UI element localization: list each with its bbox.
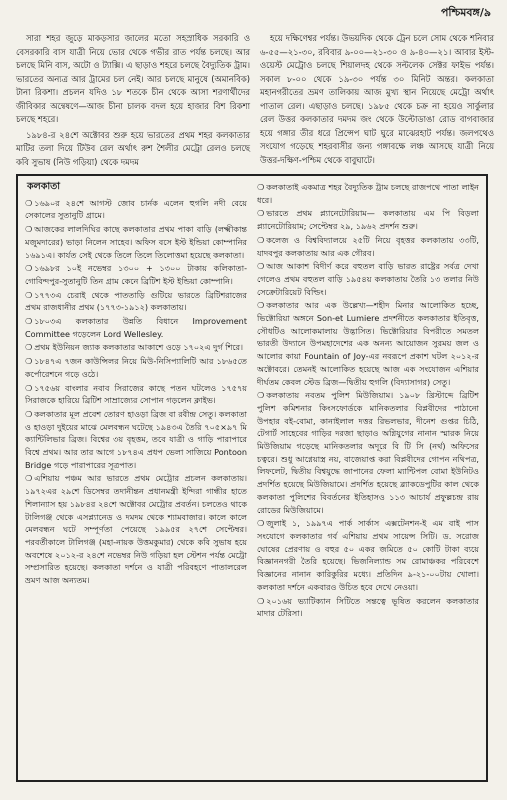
paragraph: হয়ে দক্ষিণেশ্বর পর্যন্ত। উভয়দিক থেকে ট্রেন চলে সোম থেকে শনিবার ৬-৫৫—২১-৩০, রবিবার ৯-০০—২১-৩০ ও ৯-৪০—২১। আবার ইস্ট-ওয়েস্ট মেট্রোও চলছে শিয়ালদহ থেকে সল্টলেক সেক্টর ফাইভ পর্যন্ত। সকাল ৮-০০ থেকে ১৯-৩০ পর্যন্ত ৩০ মিনিট অন্তর। কলকাতা মহানগরীতের ভ্রমণ তালিকায় আজ মুখ্য স্থান নিয়েছে মেট্রো অর্থাৎ পাতাল রেল। এছাড়াও চলছে। ১৯৮৫ থেকে চক্র না হয়েও সার্কুলার রেল উত্তর কলকাতার দমদম জং থেকে উল্টোডাঙা রোড বাগবাজার হয়ে গঙ্গার তীর ধরে প্রিন্সেপ ঘাট ঘুরে মাঝেরহাট পর্যন্ত। জলপথেও সংযোগ গড়েছে শহরবাসীর জন্য গঙ্গাবক্ষে লঞ্চ আসছে যাত্রী নিয়ে উত্তর-দক্ষিণ-পশ্চিম থেকে বাবুঘাটে। bbox=[260, 33, 494, 165]
fact-entry bbox=[257, 299, 479, 388]
intro-right-column bbox=[260, 32, 494, 168]
bullet-icon: ❍ bbox=[257, 234, 265, 245]
paragraph: ১৯৮৪-র ২৪শে অক্টোবর শুরু হয়ে ভারতের প্রথম শহর কলকাতার মাটির তলা দিয়ে টিউব রেল অর্থাৎ রুশ শৈলীর মেট্রো রেলও চলছে কবি সুভাষ (নিউ গড়িয়া) থেকে দমদম bbox=[16, 129, 250, 167]
fact-entry bbox=[25, 472, 247, 586]
bullet-icon: ❍ bbox=[25, 316, 33, 327]
fact-entry bbox=[257, 260, 479, 298]
intro-columns bbox=[16, 32, 494, 168]
fact-entry bbox=[25, 341, 247, 354]
fact-entry bbox=[257, 389, 479, 516]
fact-text: কলকাতার আর এক উল্লেখ্য—শহীদ মিনার আলোকিত হচ্ছে, ভিক্টোরিয়া অঙ্গনে Son-et Lumiere প্রদর্শনীতে কলকাতার ইতিবৃত্ত, সৌধটিও আলোকমালায় উদ্ভাসিত। ভিক্টোরিয়ার বিপরীতে সমতল ভারতী উদ্যানে উপমহাদেশের এক অনন্য আয়োজন সুরময় জল ও আলোর কায়া Fountain of Joy-এর নবরূপে প্রকাশ ঘটল ২০১২-র অক্টোবরে। তেমনই আলোকিত হয়েছে আজ এক সংযোজন এশিয়ার দীর্ঘতম কেবল স্টেড ব্রিজ—দ্বিতীয় হুগলি (বিদ্যাসাগর) সেতু। bbox=[257, 300, 479, 387]
bullet-icon: ❍ bbox=[25, 263, 33, 274]
fact-entry bbox=[25, 262, 247, 287]
bullet-icon: ❍ bbox=[257, 595, 265, 606]
fact-text: আজকের লালদিঘির কাছে কলকাতার প্রথম পাকা বাড়ি (লক্ষ্মীকান্ত মজুমদারের) ভাড়া নিলেন সাহেব। অফিস বসে ইস্ট ইন্ডিয়া কোম্পানির ১৬৯১এ। কার্যত সেই থেকে তিলে তিলে তিলোত্তমা হয়েছে কলকাতা। bbox=[25, 224, 247, 260]
fact-text: ভারতে প্রথম প্ল্যানেটোরিয়াম— কলকাতায় এম পি বিড়লা প্ল্যানেটোরিয়াম; সেপ্টেম্বর ২৯, ১৯৬২ প্রদর্শন শুরু। bbox=[257, 208, 479, 232]
bullet-icon: ❍ bbox=[257, 300, 265, 311]
fact-entry bbox=[257, 517, 479, 593]
bullet-icon: ❍ bbox=[25, 197, 33, 208]
box-left-column bbox=[25, 181, 247, 775]
fact-entry bbox=[25, 382, 247, 407]
fact-text: ১৬৯০র ২৪শে আগস্ট জোব চার্নক এলেন হুগলি নদী বেয়ে সেকালের সুতানুটি গ্রামে। bbox=[25, 197, 247, 221]
fact-entry bbox=[257, 207, 479, 232]
fact-entry bbox=[25, 355, 247, 380]
fact-text: জুলাই ১, ১৯৯৭এ পার্ক সার্কাস এক্সটেনশন-ই এম বাই পাস সংযোগে কলকাতার গর্ব এশিয়ায় প্রথম সায়েন্স সিটি। ড. সরোজ ঘোষের প্রেরণায় ও বহুর ৫০ একর জমিতে ৫০ কোটি টাকা ব্যয়ে বিজ্ঞাননগরী তৈরি হয়েছে। ভিজনিল্যান্ড সম রোমাঞ্চকর পরিবেশে বিজ্ঞানের নানান কারিকুরির মধ্যে। প্রতিদিন ৯-২১-০০টায় খোলা। কলকাতা দর্শনে একবারও উচিত হবে দেখে নেওয়া। bbox=[257, 518, 479, 592]
fact-text: এশিয়ায় পঞ্চম আর ভারতে প্রথম মেট্রোর প্রচলন কলকাতায়। ১৯৭২এর ২৯শে ডিসেম্বর তদানীন্তন প্রধানমন্ত্রী ইন্দিরা গান্ধীর হাতে শিলান্যাস হয় ১৯৮৪র ২৪শে অক্টোবর মেট্রোর প্রবর্তন। চলতেও থাকে টালিগঞ্জ থেকে এসপ্ল্যানেড ও দমদম থেকে শ্যামবাজার। কালে কালে মেলবন্ধন ঘটে সম্পূর্ণতা পেয়েছে ১৯৯৫র ২৭শে সেপ্টেম্বর। পরবর্তীকালে টালিগঞ্জ (মহা-নায়ক উত্তমকুমার) থেকে কবি সুভাষ হয়ে অবশেষে ২০১২-র ২৪শে নভেম্বর নিউ গড়িয়া হল স্টেশন পর্যন্ত মেট্রো সম্প্রসারিত হয়েছে। কলকাতা দর্শনে ও যাত্রী পরিবহণে পাতালরেল ভ্রমণ আজ অন্যতম। bbox=[25, 473, 247, 586]
bullet-icon: ❍ bbox=[257, 261, 265, 272]
fact-entry bbox=[25, 315, 247, 340]
fact-text: কলকাতার মূল প্রবেশ তোরণ হাওড়া ব্রিজ বা রবীন্দ্র সেতু। কলকাতা ও হাওড়া দুইয়ের মাঝে মেলবন্ধন ঘটেছে ১৯৪৩এ তৈরি ৭০৫×৯৭ মি ক্যান্টিলিভার ব্রিজ। বিশ্বের ৩য় বৃহত্তম, তবে যাত্রী ও গাড়ি পারাপারে বিশ্বে প্রথম। আর তার আগে ১৮৭৪এ প্রধপ ভেলা সাজিয়ে Pontoon Bridge গড়ে পারাপারের সূত্রপাত। bbox=[25, 408, 247, 470]
kolkata-facts-box bbox=[16, 174, 488, 782]
fact-text: কলেজ ও বিশ্ববিদ্যালয়ে ২৫টি নিয়ে বৃহত্তর কলকাতায় ৩৩টি, যাদবপুর কলকাতায় আর এক গৌরব। bbox=[257, 234, 479, 258]
bullet-icon: ❍ bbox=[257, 518, 265, 529]
box-title: কলকাতা bbox=[27, 181, 61, 192]
bullet-icon: ❍ bbox=[257, 208, 265, 219]
fact-text: কলকাতাই একমাত্র শহর বৈদ্যুতিক ট্রাম চলছে রাজপথে পাতা লাইন ধরে। bbox=[257, 182, 479, 205]
fact-text: ১৬৯৮র ১০ই নভেম্বর ১৩০০ + ১৩০০ টাকায় কলিকাতা-গোবিন্দপুর-সুতানুটি তিন গ্রাম কেনে ব্রিটিশ ইস্ট ইন্ডিয়া কোম্পানি। bbox=[25, 263, 247, 286]
fact-entry bbox=[257, 234, 479, 259]
fact-text: ১৮৪৭এ ৭জন কাউন্সিলর নিয়ে মিউ-নিসিপ্যালিটি আর ১৮৬৫তে কর্পোরেশনে গড়ে ওঠে। bbox=[25, 356, 247, 379]
bullet-icon: ❍ bbox=[25, 289, 33, 300]
fact-text: ১৮০৩এ কলকাতার উন্নতি বিধানে Improvement Committee গড়েলেন Lord Wellesley. bbox=[25, 316, 247, 339]
bullet-icon: ❍ bbox=[25, 342, 33, 353]
fact-entry bbox=[25, 223, 247, 261]
bullet-icon: ❍ bbox=[257, 390, 265, 401]
fact-text: ১৭৭৩এ চেরাই থেকে পাততাড়ি গুটিয়ে ভারতে ব্রিটিশরাজের প্রথম রাজধানীর প্রথম (১৭৭৩-১৯১২) কলকাতায়। bbox=[25, 289, 247, 313]
fact-entry bbox=[25, 408, 247, 472]
fact-text: ২০১৬য় ভ্যাটিক্যান সিটিতে সন্তত্বে ভূষিত করলেন কলকাতার মাদার টেরিসা। bbox=[257, 595, 479, 619]
bullet-icon: ❍ bbox=[25, 224, 33, 235]
bullet-icon: ❍ bbox=[25, 382, 33, 393]
page-header: পশ্চিমবঙ্গ/৯ bbox=[440, 6, 491, 19]
fact-entry bbox=[25, 197, 247, 222]
paragraph: সারা শহর জুড়ে মাকড়সার জালের মতো সহস্রাধিক সরকারি ও বেসরকারি বাস যাত্রী নিয়ে ভোর থেকে গভীর রাত পর্যন্ত চলছে। আর চলছে মিনি বাস, অটো ও ট্যাক্সি। এ ছাড়াও শহরে চলছে বৈদ্যুতিক ট্রাম। ভারতের অন্যত্র আর ট্রামের চল নেই। আর চলছে মানুষে (অমানবিক) টানা রিকশা। প্রচলন যদিও ১৮ শতকে চীন থেকে আসা শরণার্থীদের জীবিকার অন্বেষণে—আজ চীনা চালক বদল হয়ে হাজার বিশ রিকশা চলছে শহরে। bbox=[16, 33, 250, 124]
box-right-column bbox=[257, 181, 479, 775]
bullet-icon: ❍ bbox=[25, 408, 33, 419]
fact-text: কলকাতায় নবতম পুলিশ মিউজিয়াম। ১৯০৮ খ্রিস্টাব্দে ব্রিটিশ পুলিশ কমিশনার কিংসফোর্ডকে মানিকতলার বিপ্লবীদের পাঠানো উপহার বই-বোমা, কানাইলাল দত্তর রিভলভার, দীনেশ গুপ্তর চিঠি, টেগার্ট সাহেবের গাড়ির দরজা ছাড়াও অগ্নিযুগের নানান স্মারক নিয়ে মিউজিয়াম গড়েছে মানিকতলার অদূরে বি টি সি (নর্থ) অফিসের চত্বরে। শুধু আগ্নেয়াস্ত্র নয়, বাজেয়াপ্ত করা বিপ্লবীদের গোপন নথিপত্র, লিফলেট, দ্বিতীয় বিশ্বযুদ্ধে জাপানের ফেলা ম্যান্টিপল বোমা ইউনিটও প্রদর্শিত হয়েছে মিউজিয়ামে। প্রদর্শিত হয়েছে ব্ল্যাকডেপুটির কাল থেকে কলকাতা পুলিশের বিবর্তনের ইতিহাসও ১১৩ আচার্য প্রফুল্লচন্দ্র রায় রোডের মিউজিয়ামে। bbox=[257, 390, 479, 515]
fact-entry bbox=[257, 595, 479, 620]
fact-entry bbox=[257, 181, 479, 206]
fact-text: ১৭৫৬য় বাংলার নবাব সিরাজের কাছে পতন ঘটলেও ১৭৫৭য় সিরাজকে হারিয়ে ব্রিটিশ সাম্রাজ্যের সোপান গড়লেন ক্লাইভ। bbox=[25, 382, 247, 406]
bullet-icon: ❍ bbox=[25, 473, 33, 484]
fact-text: প্রথম ইউনিয়ন জ্যাক কলকাতার আকাশে ওড়ে ১৭০২এ দুর্গ শিরে। bbox=[34, 342, 243, 353]
bullet-icon: ❍ bbox=[25, 356, 33, 367]
fact-entry bbox=[25, 289, 247, 314]
fact-text: আজ আকাশ বিদীর্ণ করে বহুতল বাড়ি ভারত রাষ্ট্রের সর্বত্র দেখা গেলেও প্রথম বহুতল বাড়ি ১৯৫৪য় কলকাতায় তৈরি ১৩ তলার নিউ সেক্রেটারিয়েট বিল্ডিং। bbox=[257, 261, 479, 297]
intro-left-column bbox=[16, 32, 250, 168]
bullet-icon: ❍ bbox=[257, 182, 265, 192]
